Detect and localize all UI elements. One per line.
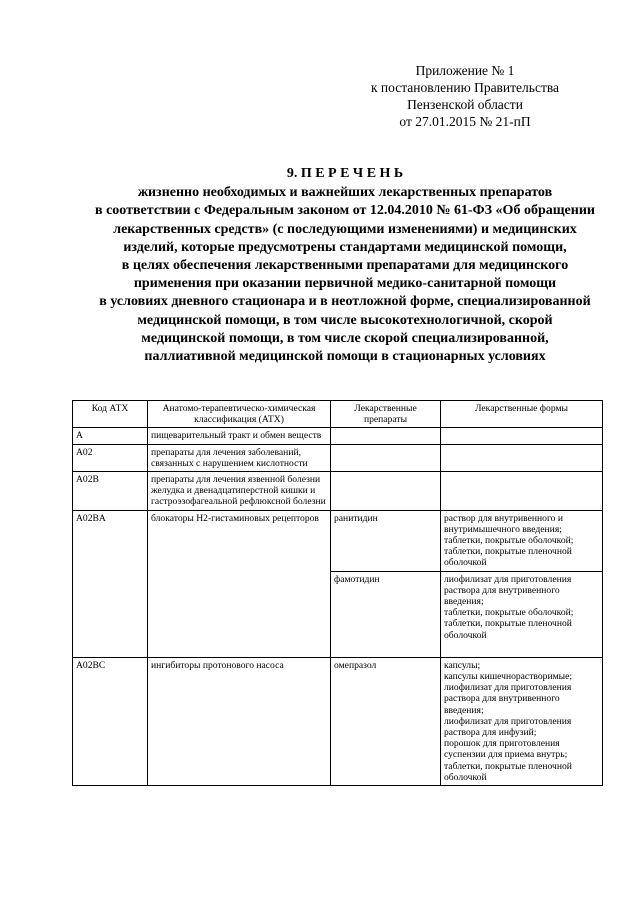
form-line: капсулы кишечнорастворимые; [444, 671, 573, 683]
atc-code: A02B [73, 472, 148, 511]
atc-code: A [73, 428, 148, 444]
appendix-line: Приложение № 1 [415, 63, 515, 78]
header-classification: Анатомо-терапевтическо-химическая классификация (АТХ) [148, 401, 331, 428]
drug-name: омепразол [331, 657, 441, 785]
title-line: в соответствии с Федеральным законом от 12.04.2010 № 61-ФЗ «Об обращении [95, 203, 595, 219]
form-line: таблетки, покрытые пленочной оболочкой [444, 760, 572, 783]
form-line: капсулы; [444, 659, 481, 671]
drug-forms [441, 472, 603, 511]
form-line: раствор для внутривенного и внутримышечного введения; [444, 512, 563, 535]
header-code: Код АТХ [73, 401, 148, 428]
atc-class: препараты для лечения язвенной болезни желудка и двенадцатиперстной кишки и гастроэзофагеальной рефлюксной болезни [148, 472, 331, 511]
atc-class: препараты для лечения заболеваний, связанных с нарушением кислотности [148, 444, 331, 471]
drug-forms [441, 428, 603, 444]
form-line: таблетки, покрытые оболочкой; [444, 607, 574, 619]
drug-name: фамотидин [331, 571, 441, 657]
form-line: лиофилизат для приготовления раствора для инфузий; [444, 715, 572, 739]
header-forms: Лекарственные формы [441, 401, 603, 428]
drug-name [331, 428, 441, 444]
title-line: в целях обеспечения лекарственными препаратами для медицинского [121, 258, 569, 274]
form-line: таблетки, покрытые пленочной оболочкой [444, 546, 572, 569]
form-line: лиофилизат для приготовления раствора для внутривенного введения; [444, 573, 572, 608]
table-row [73, 472, 603, 511]
table-header-row [73, 401, 603, 428]
document-title [55, 165, 635, 366]
appendix-note [330, 62, 600, 130]
title-line: лекарственных средств» (с последующими изменениями) и медицинских [113, 221, 577, 237]
drug-forms [441, 657, 603, 785]
title-heading: 9. П Е Р Е Ч Е Н Ь [286, 166, 404, 181]
drug-forms [441, 510, 603, 571]
appendix-line: к постановлению Правительства [370, 80, 560, 95]
table-row [73, 428, 603, 444]
title-line: в условиях дневного стационара и в неотложной форме, специализированной [99, 294, 591, 310]
appendix-line: Пензенской области [407, 97, 523, 112]
atc-class: пищеварительный тракт и обмен веществ [148, 428, 331, 444]
drug-forms [441, 571, 603, 657]
atc-code: A02BC [73, 657, 148, 785]
form-line: таблетки, покрытые оболочкой; [444, 535, 574, 547]
drug-list-table [72, 400, 603, 786]
atc-class: блокаторы H2-гистаминовых рецепторов [148, 510, 331, 657]
title-line: медицинской помощи, в том числе скорой специализированной, [141, 330, 549, 346]
table-row [73, 510, 603, 571]
form-line: лиофилизат для приготовления раствора для внутривенного введения; [444, 682, 572, 716]
title-line: медицинской помощи, в том числе высокотехнологичной, скорой [137, 312, 553, 328]
drug-name [331, 472, 441, 511]
appendix-line: от 27.01.2015 № 21-пП [399, 114, 531, 129]
header-drugs: Лекарственные препараты [331, 401, 441, 428]
form-line: таблетки, покрытые пленочной оболочкой [444, 618, 572, 641]
title-line: паллиативной медицинской помощи в стационарных условиях [144, 349, 546, 365]
table-row [73, 444, 603, 471]
title-line: изделий, которые предусмотрены стандартами медицинской помощи, [123, 239, 567, 255]
drug-name [331, 444, 441, 471]
title-line: применения при оказании первичной медико-санитарной помощи [133, 276, 557, 292]
table-row [73, 657, 603, 785]
atc-code: A02BA [73, 510, 148, 657]
drug-name: ранитидин [331, 510, 441, 571]
drug-forms [441, 444, 603, 471]
atc-code: A02 [73, 444, 148, 471]
title-line: жизненно необходимых и важнейших лекарственных препаратов [137, 185, 553, 201]
form-line: порошок для приготовления суспензии для приема внутрь; [444, 738, 568, 761]
atc-class: ингибиторы протонового насоса [148, 657, 331, 785]
